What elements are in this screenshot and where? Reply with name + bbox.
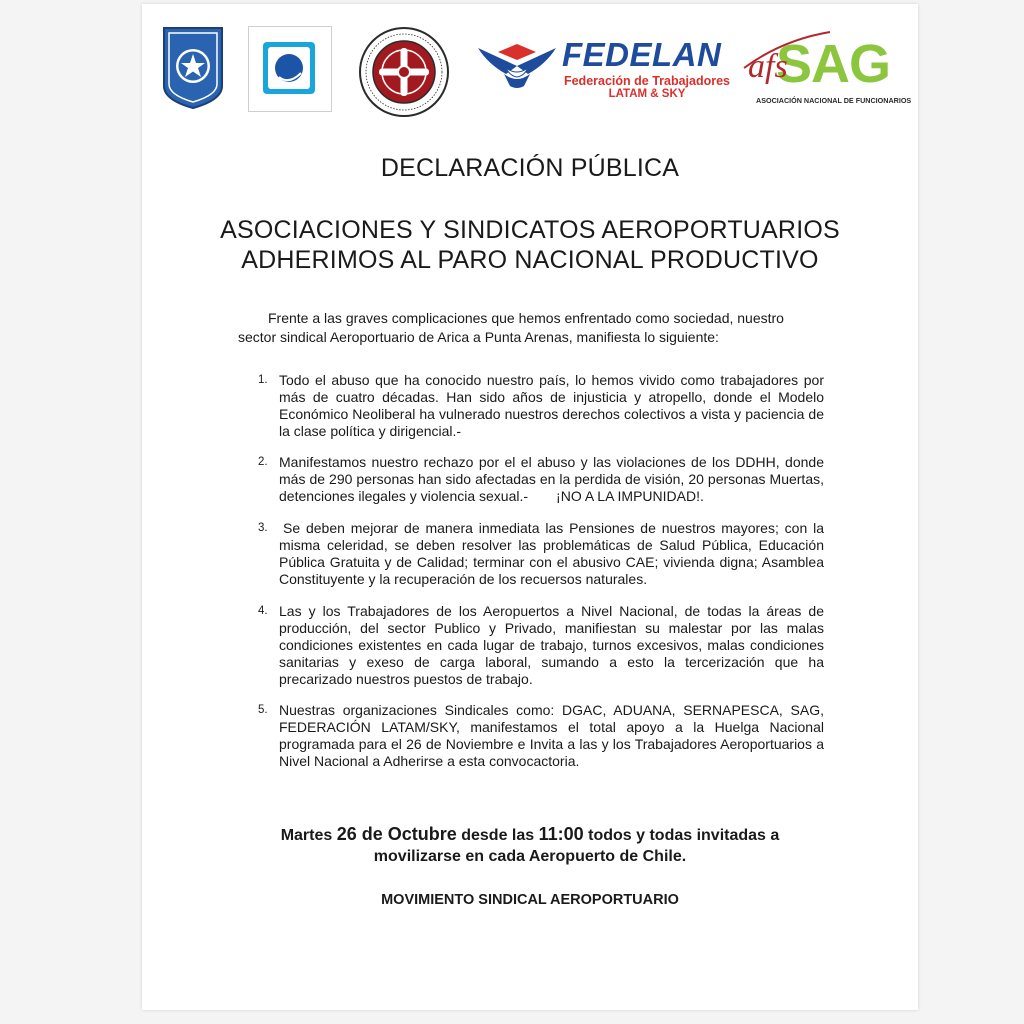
aduanas-chile-logo — [160, 26, 226, 110]
logo-strip — [142, 4, 918, 124]
list-item-number: 1. — [258, 374, 268, 386]
subheading-line-1: ASOCIACIONES Y SINDICATOS AEROPORTUARIOS — [220, 216, 840, 244]
list-item-text: Todo el abuso que ha conocido nuestro país, lo hemos vivido como trabajadores por más de cuatro décadas. Han sido años de injusticia y atropello, donde el Modelo Económico Neoliberal ha vulnerado nuestros derechos colectivos a vista y paciencia de la clase política y dirigencial.- — [279, 372, 824, 439]
sernapesca-logo — [248, 26, 332, 112]
fedelan-logo — [476, 38, 738, 100]
event-time: 11:00 — [538, 824, 584, 844]
list-item-number: 5. — [258, 704, 268, 716]
dgac-association-seal — [358, 26, 450, 118]
subheading-line-2: ADHERIMOS AL PARO NACIONAL PRODUCTIVO — [241, 246, 819, 274]
list-item-text: Las y los Trabajadores de los Aeropuertos a Nivel Nacional, de todas la áreas de producción, del sector Publico y Privado, manifiestan su malestar por las malas condiciones existentes en cada lugar de trabajo, turnos excesivos, malas condiciones sanitarias y exeso de carga laboral, sumando a esto la tercerización que ha precarizado nuestros puestos de trabajo. — [279, 603, 824, 687]
intro-line-1: Frente a las graves complicaciones que hemos enfrentado como sociedad, nuestro — [268, 310, 784, 326]
list-item-text: Se deben mejorar de manera inmediata las Pensiones de nuestros mayores; con la misma celeridad, se deben resolver las problemáticas de Salud Pública, Educación Pública Gratuita y de Calidad; terminar con el abusivo CAE; vivienda digna; Asamblea Constituyente y la recuperación de los recuersos naturales. — [279, 520, 824, 587]
sag-name: SAG — [776, 34, 891, 94]
list-item-text: Nuestras organizaciones Sindicales como: DGAC, ADUANA, SERNAPESCA, SAG, FEDERACIÓN LATAM/SKY, manifestamos el total apoyo a la Huelga Nacional programada para el 26 de Noviembre e Invita a las y los Trabajadores Aeroportuarios a Nivel Nacional a Adherirse a esta convocactoria. — [279, 702, 824, 769]
fedelan-name: FEDELAN — [562, 36, 722, 73]
call-to-action-line-1: Martes 26 de Octubre desde las 11:00 todos y todas invitadas a — [280, 824, 780, 844]
list-item-text: Manifestamos nuestro rechazo por el el abuso y las violaciones de los DDHH, donde más de 290 personas han sido afectadas en la perdida de visión, 20 personas Muertas, detenciones ilegales y violencia sexual.- ¡NO A LA IMPUNIDAD!. — [279, 454, 824, 504]
no-impunity-text: ¡NO A LA IMPUNIDAD!. — [556, 488, 704, 504]
list-item-number: 3. — [258, 522, 268, 534]
sag-monogram: afs — [748, 48, 788, 85]
signature: MOVIMIENTO SINDICAL AEROPORTUARIO — [381, 892, 679, 908]
declaration-title: DECLARACIÓN PÚBLICA — [380, 154, 680, 182]
list-item-number: 4. — [258, 605, 268, 617]
fedelan-subtitle-2: LATAM & SKY — [608, 88, 686, 100]
list-item-number: 2. — [258, 456, 268, 468]
swoosh-icon — [742, 30, 832, 70]
wings-handshake-icon — [476, 44, 558, 90]
intro-line-2: sector sindical Aeroportuario de Arica a Punta Arenas, manifiesta lo siguiente: — [238, 329, 719, 345]
document-page — [142, 4, 918, 1010]
fedelan-subtitle: Federación de Trabajadores — [563, 74, 731, 88]
event-date: 26 de Octubre — [336, 824, 457, 844]
sag-caption: ASOCIACIÓN NACIONAL DE FUNCIONARIOS — [756, 96, 912, 105]
call-to-action-line-2: movilizarse en cada Aeropuerto de Chile. — [373, 848, 687, 865]
sag-logo — [742, 30, 912, 114]
